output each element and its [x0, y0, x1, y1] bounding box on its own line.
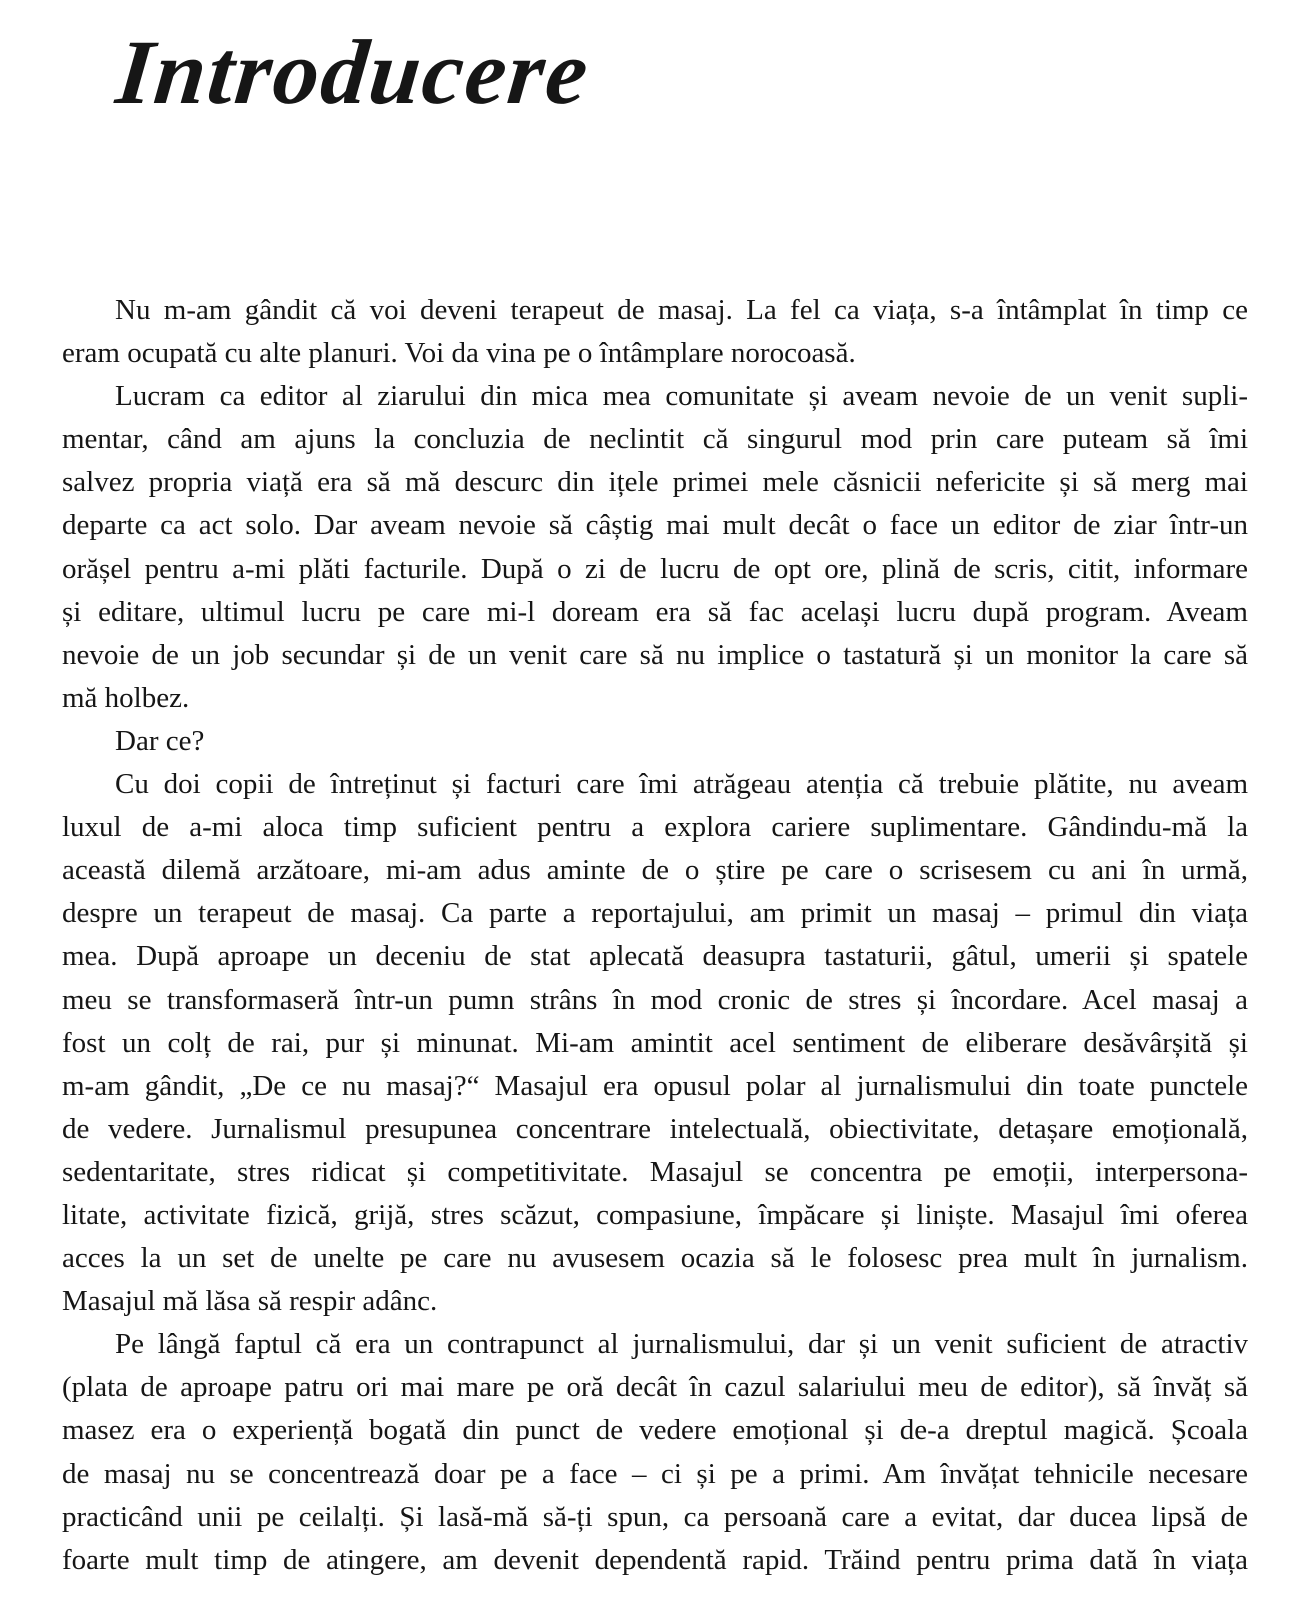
text-line: acces la un set de unelte pe care nu avusesem ocazia să le folosesc prea mult în jurnalism. — [62, 1242, 1248, 1275]
text-line: Pe lângă faptul că era un contrapunct al jurnalismului, dar și un venit suficient de atractiv — [115, 1328, 1248, 1361]
text-line: Dar ce? — [115, 724, 205, 757]
chapter-title: Introducere — [112, 21, 595, 123]
text-line: orășel pentru a-mi plăti facturile. După o zi de lucru de opt ore, plină de scris, citit, informare — [62, 552, 1248, 585]
text-line: (plata de aproape patru ori mai mare pe oră decât în cazul salariului meu de editor), să învăț să — [62, 1371, 1248, 1404]
text-line: eram ocupată cu alte planuri. Voi da vina pe o întâmplare norocoasă. — [62, 337, 856, 370]
text-line: sedentaritate, stres ridicat și competitivitate. Masajul se concentra pe emoții, interpersona- — [62, 1155, 1248, 1188]
text-line: mea. După aproape un deceniu de stat aplecată deasupra tastaturii, gâtul, umerii și spatele — [62, 940, 1248, 973]
text-line: Cu doi copii de întreținut și facturi care îmi atrăgeau atenția că trebuie plătite, nu aveam — [115, 768, 1248, 801]
body-text — [62, 289, 1248, 1582]
text-line: salvez propria viață era să mă descurc din ițele primei mele căsnicii nefericite și să merg mai — [62, 466, 1248, 499]
text-line: mă holbez. — [62, 681, 190, 714]
text-line: practicând unii pe ceilalți. Și lasă-mă să-ți spun, ca persoană care a evitat, dar ducea lipsă de — [62, 1500, 1248, 1533]
text-line: mentar, când am ajuns la concluzia de neclintit că singurul mod prin care puteam să îmi — [62, 423, 1248, 456]
text-line: Masajul mă lăsa să respir adânc. — [62, 1285, 438, 1318]
text-line: de vedere. Jurnalismul presupunea concentrare intelectuală, obiectivitate, detașare emoțională, — [62, 1112, 1248, 1145]
text-line: fost un colț de rai, pur și minunat. Mi-am amintit acel sentiment de eliberare desăvârșită și — [62, 1026, 1248, 1059]
text-line: luxul de a-mi aloca timp suficient pentru a explora cariere suplimentare. Gândindu-mă la — [62, 811, 1248, 844]
text-line: și editare, ultimul lucru pe care mi-l doream era să fac același lucru după program. Aveam — [62, 595, 1248, 628]
text-line: litate, activitate fizică, grijă, stres scăzut, compasiune, împăcare și liniște. Masajul îmi oferea — [62, 1198, 1248, 1231]
text-line: nevoie de un job secundar și de un venit care să nu implice o tastatură și un monitor la care să — [62, 638, 1248, 671]
text-line: de masaj nu se concentrează doar pe a face – ci și pe a primi. Am învățat tehnicile necesare — [62, 1457, 1248, 1490]
text-line: masez era o experiență bogată din punct de vedere emoțional și de-a dreptul magică. Școala — [62, 1414, 1248, 1447]
text-line: Nu m-am gândit că voi deveni terapeut de masaj. La fel ca viața, s-a întâmplat în timp ce — [115, 294, 1248, 326]
text-line: despre un terapeut de masaj. Ca parte a reportajului, am primit un masaj – primul din viața — [62, 897, 1248, 930]
text-line: foarte mult timp de atingere, am devenit dependentă rapid. Trăind pentru prima dată în viața — [62, 1543, 1248, 1576]
text-line: această dilemă arzătoare, mi-am adus aminte de o știre pe care o scrisesem cu ani în urmă, — [62, 854, 1248, 887]
text-line: m-am gândit, „De ce nu masaj?“ Masajul era opusul polar al jurnalismului din toate punctele — [62, 1069, 1248, 1102]
text-line: departe ca act solo. Dar aveam nevoie să câștig mai mult decât o face un editor de ziar într-un — [62, 509, 1248, 542]
text-line: meu se transformaseră într-un pumn strâns în mod cronic de stres și încordare. Acel masaj a — [62, 983, 1248, 1016]
text-line: Lucram ca editor al ziarului din mica mea comunitate și aveam nevoie de un venit supli- — [115, 380, 1248, 413]
